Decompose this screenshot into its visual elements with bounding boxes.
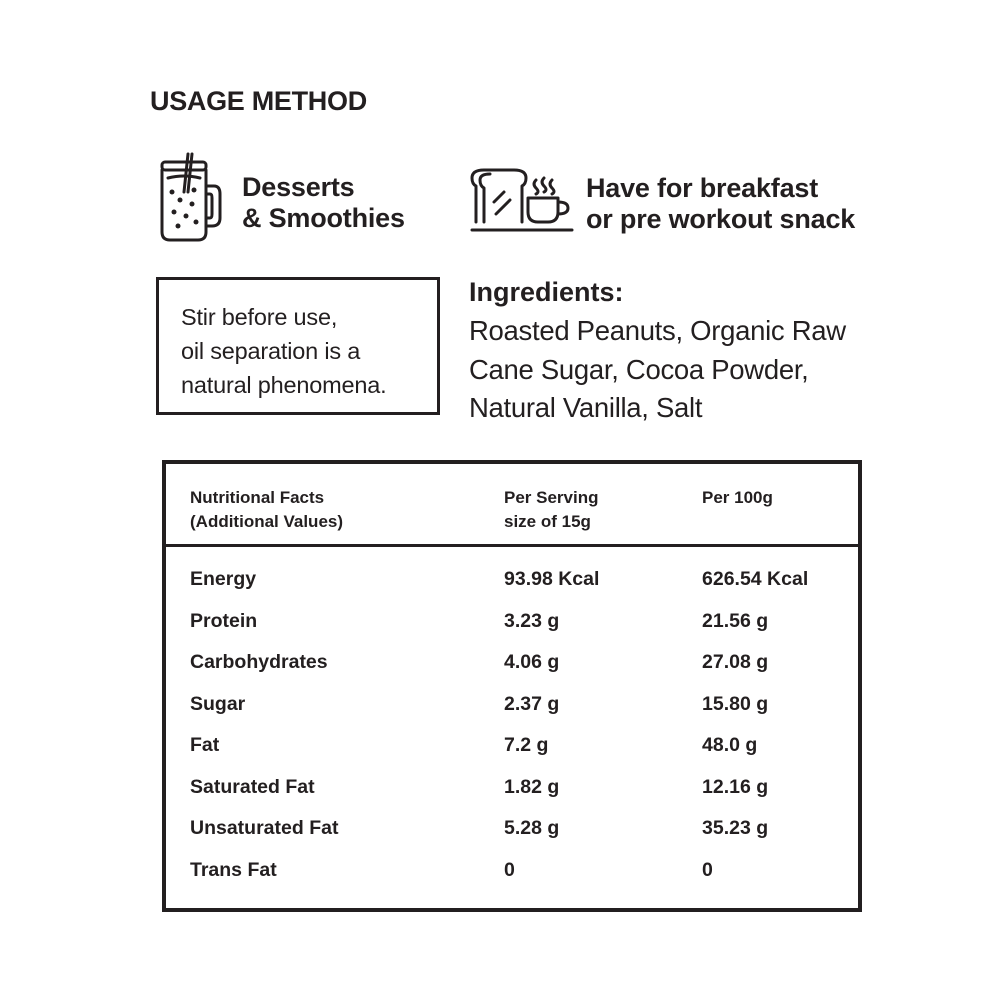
nutrient-per-serving: 1.82 g <box>504 776 560 798</box>
ingredients-title: Ingredients: <box>469 277 624 307</box>
nutrient-name: Protein <box>190 610 258 632</box>
nutrient-name: Fat <box>190 734 220 756</box>
nutrient-per-serving: 3.23 g <box>504 610 560 632</box>
table-header-divider <box>166 544 858 547</box>
nutrient-per-100g: 21.56 g <box>702 610 769 632</box>
nutrient-per-serving: 0 <box>504 859 515 881</box>
smoothie-jar-icon <box>154 152 226 242</box>
nutrient-per-serving: 7.2 g <box>504 734 549 756</box>
nutrient-name: Trans Fat <box>190 859 277 881</box>
nutrient-per-100g: 15.80 g <box>702 693 769 715</box>
nutrient-name: Saturated Fat <box>190 776 315 798</box>
nutrient-name: Carbohydrates <box>190 651 328 673</box>
header-nutritional-facts: Nutritional Facts (Additional Values) <box>190 488 344 531</box>
nutrition-table <box>162 460 862 912</box>
nutrient-per-100g: 27.08 g <box>702 651 769 673</box>
nutrient-per-100g: 626.54 Kcal <box>702 568 809 590</box>
usage-note-box <box>156 277 440 415</box>
nutrient-name: Sugar <box>190 693 246 715</box>
nutrient-per-serving: 2.37 g <box>504 693 560 715</box>
nutrient-per-100g: 12.16 g <box>702 776 769 798</box>
usage-method-title: USAGE METHOD <box>150 86 367 116</box>
nutrient-per-100g: 48.0 g <box>702 734 758 756</box>
nutrient-per-serving: 93.98 Kcal <box>504 568 600 590</box>
nutrient-per-100g: 0 <box>702 859 713 881</box>
toast-coffee-icon <box>470 168 574 234</box>
usage-breakfast-text: Have for breakfast or pre workout snack <box>586 173 856 234</box>
usage-desserts-text: Desserts & Smoothies <box>242 172 405 233</box>
nutrient-name: Unsaturated Fat <box>190 817 339 839</box>
nutrient-per-100g: 35.23 g <box>702 817 769 839</box>
nutrient-per-serving: 5.28 g <box>504 817 560 839</box>
usage-note-text: Stir before use, oil separation is a natural phenomena. <box>181 304 387 398</box>
header-per-100g: Per 100g <box>702 488 773 507</box>
ingredients-list: Roasted Peanuts, Organic Raw Cane Sugar, Cocoa Powder, Natural Vanilla, Salt <box>469 315 846 423</box>
header-per-serving: Per Serving size of 15g <box>504 488 599 531</box>
nutrient-per-serving: 4.06 g <box>504 651 560 673</box>
nutrient-name: Energy <box>190 568 257 590</box>
